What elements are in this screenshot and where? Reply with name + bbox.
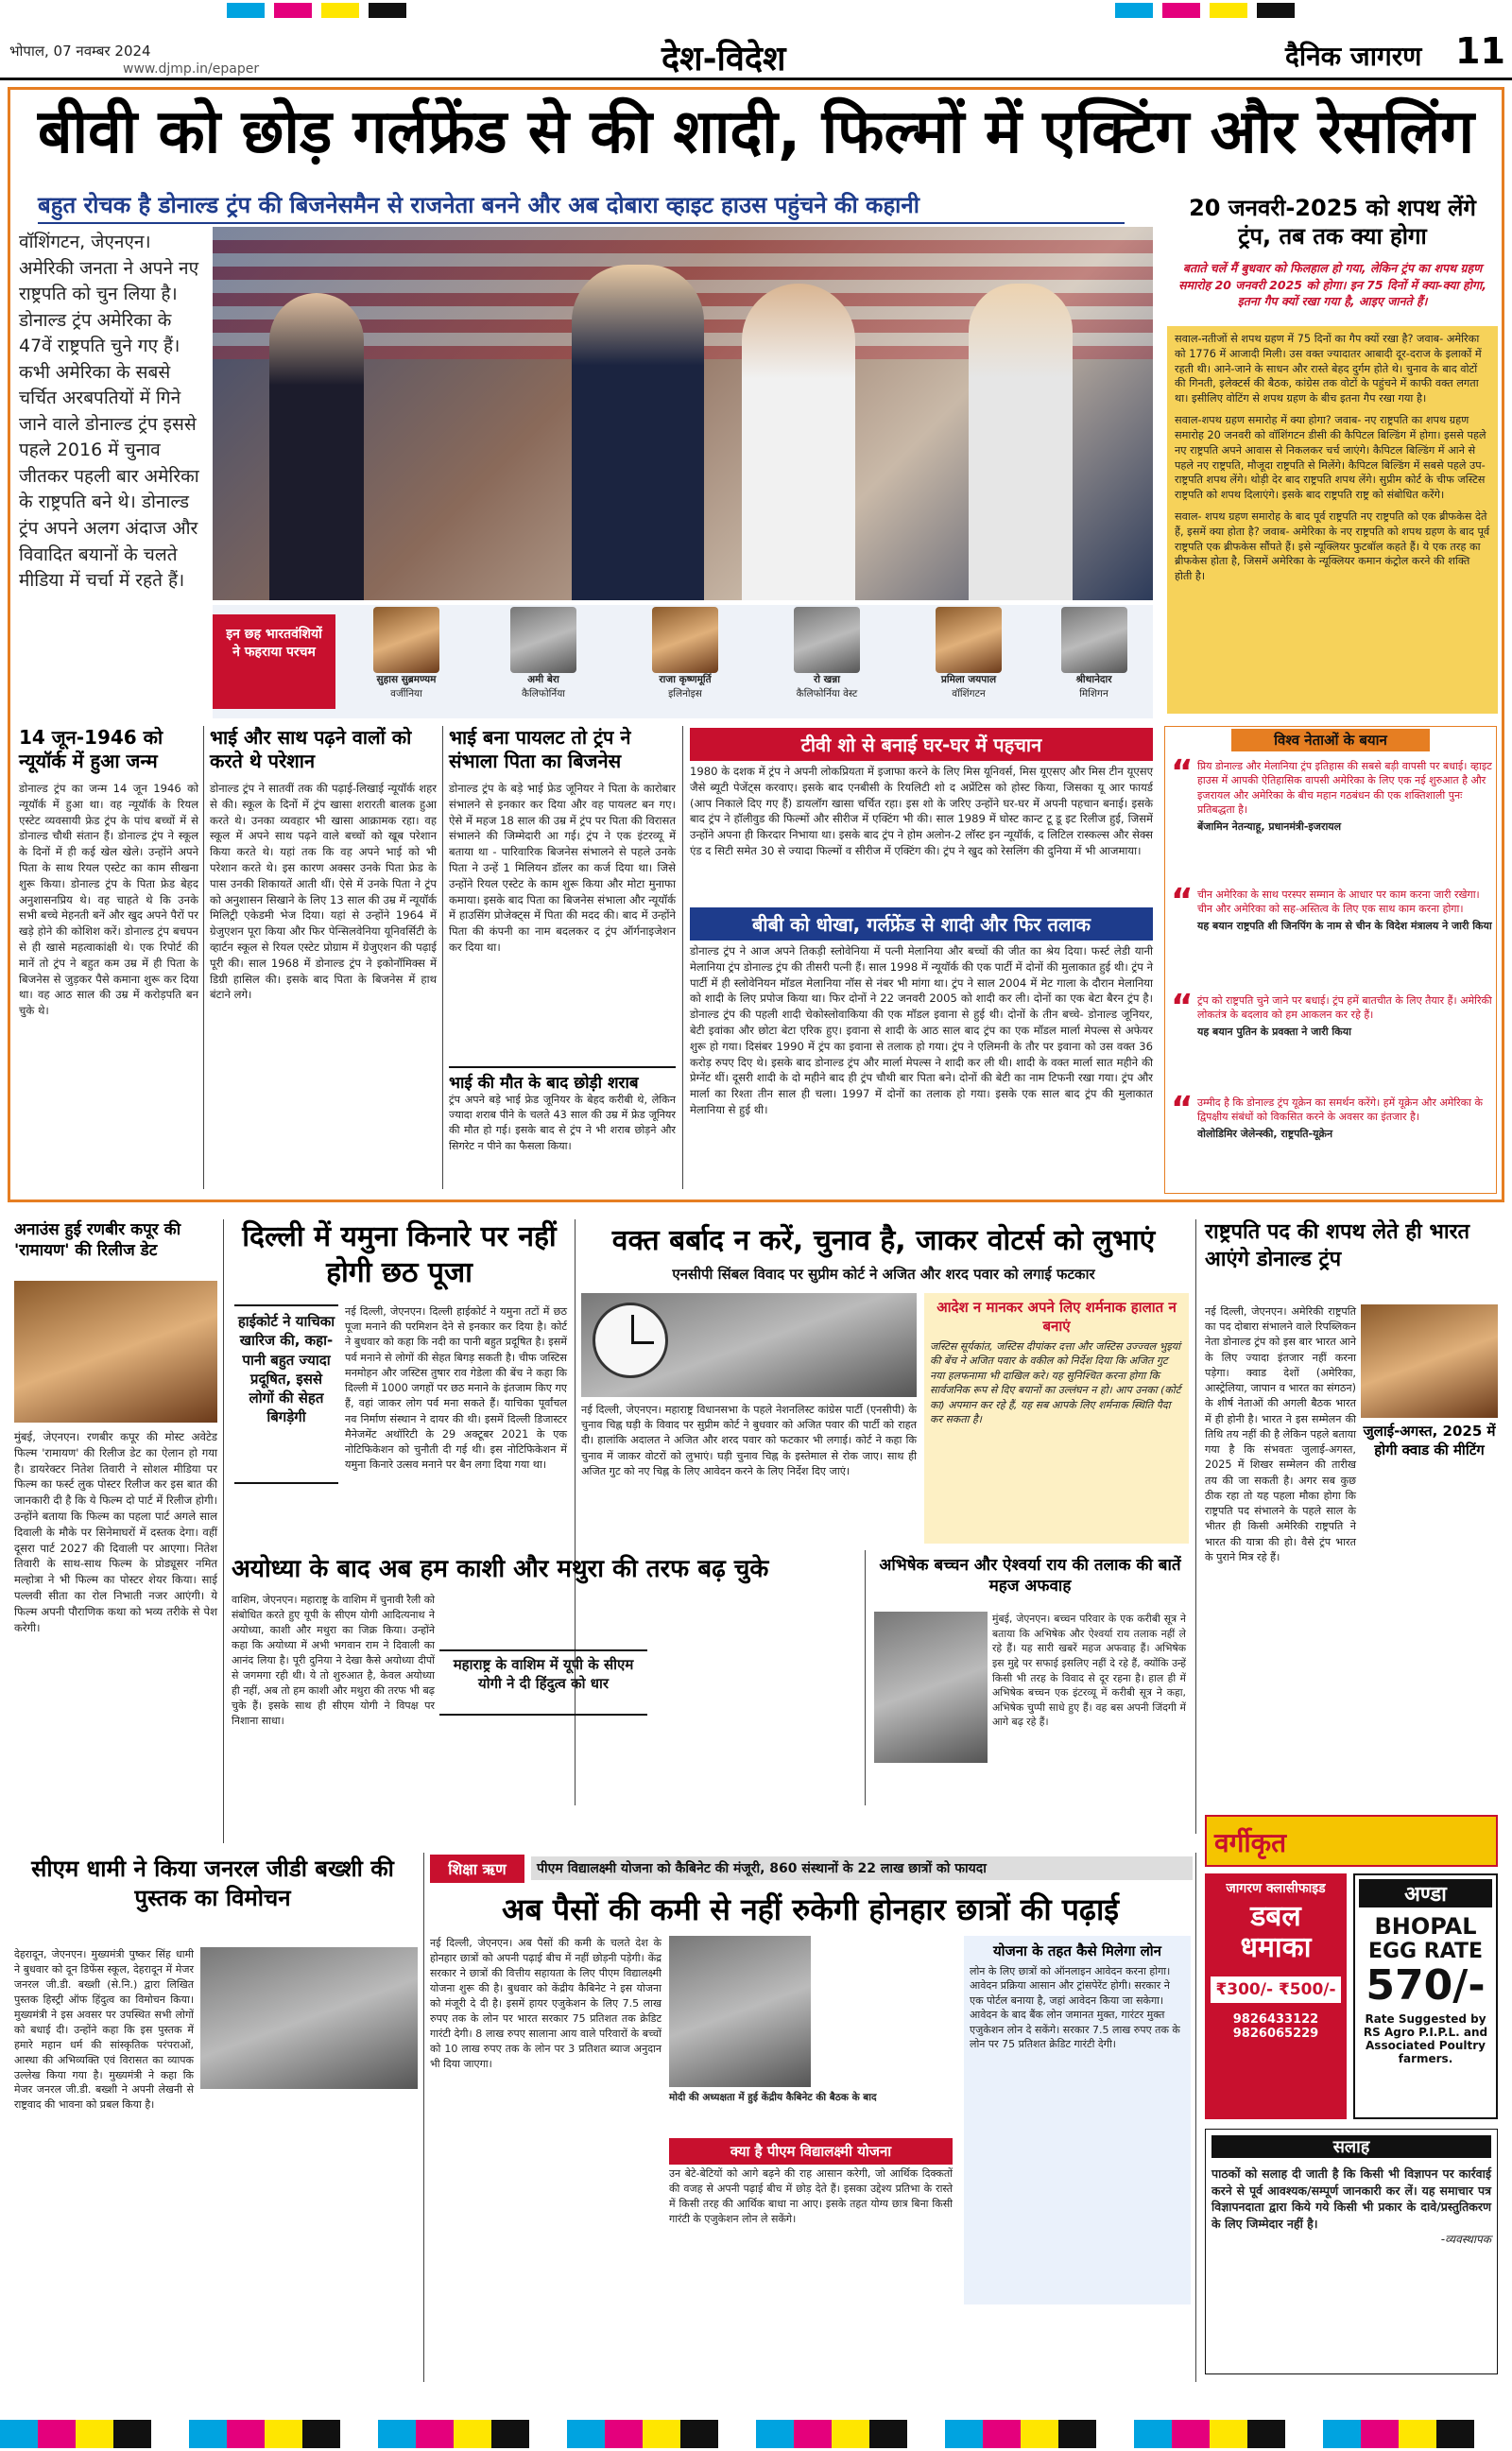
story-body: डोनाल्ड ट्रंप के बड़े भाई फ्रेड जूनियर ने पिता के कारोबार संभालने से इनकार कर दिया और वह पायलट बन गए। ऐसे में महज 18 साल की उम्र में ट्रंप पर पिता की विरासत संभालने की जिम्मेदारी आ गई। ट्रंप ने एक इंटरव्यू में बताया था - पारिवारिक बिजनेस संभालने से पहले उनके पिता ने उन्हें 1 मिलियन डॉलर का कर्ज दिया था। जिसे उन्होंने रियल एस्टेट के काम शुरू किया और मोटा मुनाफा कमाया। इसके बाद पिता का बिजनेस संभाला और न्यूयॉर्क में हाउसिंग प्रोजेक्ट्स में पिता की मदद की। बाद में उन्होंने पिता की कंपनी का नाम बदलकर द ट्रंप ऑर्गनाइजेशन कर दिया था। bbox=[449, 782, 676, 954]
indian-name: अमी बेरा bbox=[527, 674, 559, 685]
indian-place: इलिनोइस bbox=[668, 687, 702, 699]
column-rule bbox=[682, 726, 683, 1189]
epaper-url[interactable]: www.djmp.in/epaper bbox=[123, 61, 260, 77]
trump-portrait-photo bbox=[1361, 1304, 1498, 1418]
indian-name: राजा कृष्णमूर्ति bbox=[659, 674, 712, 685]
indians-label: इन छह भारतवंशियों ने फहराया परचम bbox=[213, 614, 335, 709]
portrait-photo bbox=[794, 607, 860, 673]
portrait-photo bbox=[652, 607, 718, 673]
scheme-box-body: उन बेटे-बेटियों को आगे बढ़ने की राह आसान करेगी, जो आर्थिक दिक्कतों की वजह से अपनी पढ़ाई बीच में छोड़ देते हैं। इसका उद्देश्य प्रतिभा के रास्ते में किसी तरह की आर्थिक बाधा ना आए। इसके तहत योग्य छात्र बिना किसी गारंटी के एजुकेशन लोन ले सकेंगे। bbox=[669, 2167, 953, 2225]
column-rule bbox=[1195, 1853, 1196, 2382]
story-title: भाई बना पायलट तो ट्रंप ने संभाला पिता का बिजनेस bbox=[449, 726, 631, 772]
story-body: ट्रंप अपने बड़े भाई फ्रेड जूनियर के बेहद करीबी थे, लेकिन ज्यादा शराब पीने के चलते 43 साल की उम्र में फ्रेड जूनियर की मौत हो गई। इसके बाद से ट्रंप ने भी शराब छोड़ने और सिगरेट न पीने का फैसला किया। bbox=[449, 1094, 676, 1152]
indian-name: सुहास सुब्रमण्यम bbox=[376, 674, 437, 685]
portrait-photo bbox=[1061, 607, 1127, 673]
section-title: देश-विदेश bbox=[662, 40, 786, 78]
egg-price: 570/- bbox=[1366, 1961, 1486, 2010]
education-title: अब पैसों की कमी से नहीं रुकेगी होनहार छात्रों की पढ़ाई bbox=[502, 1891, 1119, 1927]
column-rule bbox=[442, 726, 443, 1189]
indian-origin-strip bbox=[213, 605, 1153, 718]
indian-place: मिशिगन bbox=[1079, 687, 1108, 699]
portrait-photo bbox=[936, 607, 1002, 673]
indian-name: श्रीथानेदार bbox=[1075, 674, 1112, 685]
loan-body: लोन के लिए छात्रों को ऑनलाइन आवेदन करना होगा। आवेदन प्रक्रिया आसान और ट्रांसपेरेंट होगी। सरकार ने एक पोर्टल बनाया है, जहां आवेदन किया जा सकेगा। आवेदन के बाद बैंक लोन जमानत मुक्त, गारंटर मुक्त एजुकेशन लोन दे सकेंगे। सरकार 7.5 लाख रुपए तक के लोन पर 75 प्रतिशत क्रेडिट गारंटी देगी। bbox=[970, 1965, 1180, 2050]
indian-card bbox=[1040, 607, 1148, 700]
world-leaders-box bbox=[1164, 726, 1497, 1194]
ramayan-title: अनाउंस हुई रणबीर कपूर की 'रामायण' की रिलीज डेट bbox=[14, 1220, 181, 1261]
ramayan-poster-photo bbox=[14, 1281, 217, 1423]
advisory-box bbox=[1205, 2129, 1498, 2374]
indian-place: कैलिफोर्निया bbox=[521, 687, 566, 699]
indian-name: प्रमिला जयपाल bbox=[940, 674, 997, 685]
column-rule bbox=[223, 1219, 224, 1843]
quote-mark-icon: “ bbox=[1171, 882, 1194, 921]
color-registration-bar-bottom bbox=[0, 2420, 1512, 2448]
quote-author: यह बयान राष्ट्रपति शी जिनपिंग के नाम से चीन के विदेश मंत्रालय ने जारी किया bbox=[1197, 919, 1492, 932]
story-title: भाई की मौत के बाद छोड़ी शराब bbox=[449, 1066, 676, 1093]
egg-city: BHOPAL bbox=[1374, 1913, 1477, 1940]
column-rule bbox=[865, 1550, 866, 1805]
tv-title: टीवी शो से बनाई घर-घर में पहचान bbox=[690, 728, 1153, 761]
quote-author: यह बयान पुतिन के प्रवक्ता ने जारी किया bbox=[1197, 1025, 1351, 1038]
egg-label: EGG RATE bbox=[1367, 1940, 1484, 1963]
egg-note: Rate Suggested by RS Agro P.I.P.L. and Associated Poultry farmers. bbox=[1363, 2012, 1488, 2066]
court-order-title: आदेश न मानकर अपने लिए शर्मनाक हालात न बनाएं bbox=[936, 1299, 1177, 1335]
advisory-title: सलाह bbox=[1211, 2135, 1491, 2158]
oath-sidebar-intro: बताते चलें मैं बुधवार को फिलहाल हो गया, लेकिन ट्रंप का शपथ ग्रहण समारोह 20 जनवरी 2025 को होगा। इन 75 दिनों में क्या-क्या होगा, इतना गैप क्यों रखा गया है, आइए जानते हैं। bbox=[1178, 261, 1486, 308]
quote-block bbox=[1171, 753, 1492, 836]
scheme-box-title: क्या है पीएम विद्यालक्ष्मी योजना bbox=[669, 2138, 953, 2165]
phone-1: 9826433122 bbox=[1232, 2012, 1319, 2027]
oath-sidebar-title: 20 जनवरी-2025 को शपथ लेंगे ट्रंप, तब तक क्या होगा bbox=[1189, 195, 1476, 250]
indian-card bbox=[624, 607, 747, 700]
dhamaka-top: जागरण क्लासीफाइड bbox=[1226, 1881, 1326, 1896]
quote-text: चीन अमेरिका के साथ परस्पर सम्मान के आधार पर काम करना जारी रखेगा। चीन और अमेरिका को सह-अस्तित्व के लिए एक साथ काम करना होगा। bbox=[1197, 889, 1480, 916]
dhami-body: देहरादून, जेएनएन। मुख्यमंत्री पुष्कर सिंह धामी ने बुधवार को दून डिफेंस स्कूल, देहरादून में मेजर जनरल जी.डी. बख्शी (से.नि.) द्वारा लिखित पुस्तक हिस्ट्री ऑफ हिंदुत्व का विमोचन किया। मुख्यमंत्री ने इस अवसर पर उपस्थित सभी लोगों को बधाई दी। उन्होंने कहा कि इस पुस्तक में हमारे महान धर्म की सांस्कृतिक परंपराओं, आस्था की अभिव्यक्ति एवं विरासत का व्यापक उल्लेख किया गया है। मुख्यमंत्री ने कहा कि मेजर जनरल जी.डी. बख्शी ने अपनी लेखनी से राष्ट्रवाद की भावना को प्रबल किया है। bbox=[14, 1948, 194, 2112]
quote-mark-icon: “ bbox=[1171, 753, 1194, 792]
lead-subhead: बहुत रोचक है डोनाल्ड ट्रंप की बिजनेसमैन से राजनेता बनने और अब दोबारा व्हाइट हाउस पहुंचने की कहानी bbox=[38, 189, 1125, 224]
abhishek-title: अभिषेक बच्चन और ऐश्वर्या राय की तलाक की बातें महज अफवाह bbox=[879, 1556, 1181, 1597]
indian-place: वॉशिंगटन bbox=[952, 687, 986, 699]
oath-qa-box bbox=[1167, 326, 1498, 714]
quote-mark-icon: “ bbox=[1171, 988, 1194, 1027]
qa-item: सवाल-शपथ ग्रहण समारोह में क्या होगा? जवाब- नए राष्ट्रपति का शपथ ग्रहण समारोह 20 जनवरी को वॉशिंगटन डीसी की कैपिटल बिल्डिंग में होगा। इससे पहले नए राष्ट्रपति अपने आवास से निकलकर चर्च जाएंगे। कैपिटल बिल्डिंग में आने से पहले नए राष्ट्रपति, मौजूदा राष्ट्रपति से मिलेंगे। कैपिटल बिल्डिंग में सबसे पहले उप-राष्ट्रपति शपथ लेंगे। थोड़ी देर बाद राष्ट्रपति शपथ लेंगे। सुप्रीम कोर्ट के चीफ जस्टिस राष्ट्रपति को शपथ दिलाएंगे। इसके बाद राष्ट्रपति राष्ट्र को संबोधित करेंगे। bbox=[1175, 414, 1486, 502]
column-rule bbox=[1195, 1219, 1196, 1834]
quote-author: बेंजामिन नेतन्याहू, प्रधानमंत्री-इजरायल bbox=[1197, 820, 1342, 833]
column-rule bbox=[203, 726, 204, 1189]
column-rule bbox=[423, 1853, 424, 2382]
voters-subhead: एनसीपी सिंबल विवाद पर सुप्रीम कोर्ट ने अजित और शरद पवार को लगाई फटकार bbox=[672, 1266, 1095, 1283]
egg-title: अण्डा bbox=[1359, 1879, 1492, 1907]
dhami-title: सीएम धामी ने किया जनरल जीडी बख्शी की पुस्तक का विमोचन bbox=[31, 1856, 394, 1912]
quote-block bbox=[1171, 882, 1492, 935]
dhamaka-price bbox=[1211, 1976, 1341, 2003]
kashi-body: वाशिम, जेएनएन। महाराष्ट्र के वाशिम में चुनावी रैली को संबोधित करते हुए यूपी के सीएम योगी आदित्यनाथ ने अयोध्या, काशी और मथुरा का जिक्र किया। उन्होंने कहा कि अयोध्या में अभी भगवान राम ने दिवाली का आनंद लिया है। पूरी दुनिया ने देखा कैसे अयोध्या दीपों से जगमगा रही थी। ये तो शुरुआत है, केवल अयोध्या ही नहीं, अब तो हम काशी और मथुरा की तरफ भी बढ़ चुके हैं। इसके साथ ही सीएम योगी ने विपक्ष पर निशाना साधा। bbox=[232, 1594, 435, 1727]
chhath-title: दिल्ली में यमुना किनारे पर नहीं होगी छठ पूजा bbox=[242, 1220, 557, 1289]
phone-2: 9826065229 bbox=[1232, 2027, 1319, 2041]
advisory-sign: -व्यवस्थापक bbox=[1440, 2233, 1491, 2246]
education-tag: शिक्षा ऋण bbox=[430, 1855, 524, 1883]
indian-place: कैलिफोर्निया वेस्ट bbox=[796, 687, 858, 699]
quote-text: प्रिय डोनाल्ड और मेलानिया ट्रंप इतिहास की सबसे बड़ी वापसी पर बधाई। व्हाइट हाउस में आपकी ऐतिहासिक वापसी अमेरिका के लिए एक नई शुरुआत है और इजरायल और अमेरिका के बीच महान गठबंधन की एक शक्तिशाली पुनः प्रतिबद्धता है। bbox=[1197, 760, 1492, 817]
loan-title: योजना के तहत कैसे मिलेगा लोन bbox=[992, 1942, 1162, 1959]
page-number: 11 bbox=[1455, 30, 1505, 72]
lead-intro: वॉशिंगटन, जेएनएन। अमेरिकी जनता ने अपने नए राष्ट्रपति को चुन लिया है। डोनाल्ड ट्रंप अमेरिका के 47वें राष्ट्रपति चुने गए हैं। कभी अमेरिका के सबसे चर्चित अरबपतियों में गिने जाने वाले डोनाल्ड ट्रंप इससे पहले 2016 में चुनाव जीतकर पहली बार अमेरिका के राष्ट्रपति बने थे। डोनाल्ड ट्रंप अपने अलग अंदाज और विवादित बयानों के चलते मीडिया में चर्चा में रहते हैं। bbox=[19, 232, 199, 592]
indian-card bbox=[487, 607, 600, 700]
abhishek-body: मुंबई, जेएनएन। बच्चन परिवार के एक करीबी सूत्र ने बताया कि अभिषेक और ऐश्वर्या राय तलाक नहीं ले रहे हैं। यह सारी खबरें महज अफवाह हैं। अभिषेक इस मुद्दे पर सफाई इसलिए नहीं दे रहे हैं, क्योंकि उन्हें किसी भी तरह के विवाद से दूर रहना है। हाल ही में अभिषेक बच्चन एक इंटरव्यू में करीबी सूत्र ने कहा, अभिषेक चुप्पी साधे हुए हैं। वह बस अपनी जिंदगी में आगे बढ़ रहे हैं। bbox=[992, 1613, 1186, 1729]
quote-text: उम्मीद है कि डोनाल्ड ट्रंप यूक्रेन का समर्थन करेंगे। हमें यूक्रेन और अमेरिका के द्विपक्षीय संबंधों को विकसित करने के अवसर का इंतजार है। bbox=[1197, 1096, 1483, 1124]
quote-mark-icon: “ bbox=[1171, 1090, 1194, 1129]
tv-body: 1980 के दशक में ट्रंप ने अपनी लोकप्रियता में इजाफा करने के लिए मिस यूनिवर्स, मिस यूएसए और मिस टीन यूएसए जैसे ब्यूटी पेजेंट्स करवाए। इसके बाद एनबीसी के रियलिटी शो द अप्रेंटिस को होस्ट किया, जिसका यू आर फायर्ड (आप निकाले दिए गए हैं) डायलॉग खासा चर्चित रहा। इस शो के जरिए उन्होंने घर-घर में अपनी पहचान बनाई। इसके बाद ट्रंप ने हॉलीवुड की फिल्मों और सीरीज में एक्टिंग भी की। साल 1989 में घोस्ट कान्ट टू डू इट रिलीज हुई, जिसमें उन्होंने अपना ही किरदार निभाया था। इसके बाद ट्रंप ने होम अलोन-2 लॉस्ट इन न्यूयॉर्क, द लिटिल रास्कल्स और सेक्स एंड द सिटी समेत 30 से ज्यादा फिल्मों व सीरीज में एक्टिंग की। ट्रंप ने खुद को रेसलिंग की दुनिया में भी आजमाया। bbox=[690, 765, 1153, 857]
pawar-photo bbox=[581, 1293, 917, 1397]
education-body: नई दिल्ली, जेएनएन। अब पैसों की कमी के चलते देश के होनहार छात्रों को अपनी पढ़ाई बीच में नहीं छोड़नी पड़ेगी। केंद्र सरकार ने छात्रों की वित्तीय सहायता के लिए पीएम विद्यालक्ष्मी योजना शुरू की है। बुधवार को केंद्रीय कैबिनेट ने इस योजना को मंजूरी दे दी है। इसमें हायर एजुकेशन के लिए 7.5 लाख रुपए तक के लोन पर भारत सरकार 75 प्रतिशत तक क्रेडिट गारंटी देगी। 8 लाख रुपए सालाना आय वाले परिवारों के बच्चों को 10 लाख रुपए तक के लोन पर 3 प्रतिशत ब्याज अनुदान भी दिया जाएगा। bbox=[430, 1937, 662, 2070]
oath-india-caption: जुलाई-अगस्त, 2025 में होगी क्वाड की मीटिंग bbox=[1363, 1423, 1496, 1459]
minister-caption: मोदी की अध्यक्षता में हुई केंद्रीय कैबिनेट की बैठक के बाद bbox=[669, 2092, 877, 2103]
ramayan-body: मुंबई, जेएनएन। रणबीर कपूर की मोस्ट अवेटेड फिल्म 'रामायण' की रिलीज डेट का ऐलान हो गया है। डायरेक्टर नितेश तिवारी ने सोशल मीडिया पर फिल्म का फर्स्ट लुक पोस्टर रिलीज कर इस बात की जानकारी दी है कि ये फिल्म दो पार्ट में रिलीज होगी। उन्होंने बताया कि फिल्म का पहला पार्ट अगले साल दिवाली के मौके पर सिनेमाघरों में दस्तक देगा। वहीं दूसरा पार्ट 2027 की दिवाली पर आएगा। नितेश तिवारी के साथ-साथ फिल्म के प्रोड्यूसर नमित मल्होत्रा ने भी फिल्म का पोस्टर शेयर किया। साई पल्लवी सीता का रोल निभाती नजर आएंगी। ये फिल्म अपनी पौराणिक कथा को भव्य तरीके से पेश करेगी। bbox=[14, 1430, 217, 1634]
color-registration-bar-top bbox=[0, 0, 1512, 21]
abhishek-aishwarya-photo bbox=[874, 1612, 988, 1763]
quote-block bbox=[1171, 1090, 1492, 1143]
voters-body: नई दिल्ली, जेएनएन। महाराष्ट्र विधानसभा के पहले नेशनलिस्ट कांग्रेस पार्टी (एनसीपी) के चुनाव चिह्न घड़ी के विवाद पर सुप्रीम कोर्ट ने बुधवार को अजित पवार की पार्टी को राहत दी। हालांकि अदालत ने अजित और शरद पवार को फटकार भी लगाई। कोर्ट ने कहा कि चुनाव में जाकर वोटरों को लुभाएं। घड़ी चुनाव चिह्न के इस्तेमाल से रोक जाए। साथ ही अजित गुट को नए चिह्न के लिए आवेदन करने के लिए निर्देश दिए जाएं। bbox=[581, 1404, 917, 1477]
egg-rate-ad bbox=[1353, 1873, 1498, 2119]
price-2: ₹500/- bbox=[1278, 1980, 1336, 1999]
date-line: भोपाल, 07 नवम्बर 2024 bbox=[9, 43, 151, 60]
court-order-body: जस्टिस सूर्यकांत, जस्टिस दीपांकर दत्ता और जस्टिस उज्ज्वल भुइयां की बेंच ने अजित पवार के वकील को निर्देश दिया कि अजित गुट नया हलफनामा भी दाखिल करे। यह सुनिश्चित करना होगा कि सार्वजनिक रूप से दिए बयानों का उल्लंघन न हो। आप उनका (कोर्ट का) अपमान कर रहे हैं, यह सब आपके लिए शर्मनाक स्थिति पैदा कर सकता है। bbox=[930, 1340, 1181, 1425]
oath-india-body: नई दिल्ली, जेएनएन। अमेरिकी राष्ट्रपति का पद दोबारा संभालने वाले रिपब्लिकन नेता डोनाल्ड ट्रंप को इस बार भारत आने के लिए ज्यादा इंतजार नहीं करना पड़ेगा। क्वाड देशों (अमेरिका, आस्ट्रेलिया, जापान व भारत का संगठन) के शीर्ष नेताओं की अगली बैठक भारत में ही होनी है। भारत ने इस सम्मेलन की तिथि तय नहीं की है लेकिन पहले बताया गया है कि संभवतः जुलाई-अगस्त, 2025 में शिखर सम्मेलन की तारीख तय की जा सकती है। अगर सब कुछ ठीक रहा तो यह पहला मौका होगा कि राष्ट्रपति पद संभालने के पहले साल के भीतर ही किसी अमेरिकी राष्ट्रपति ने भारत की यात्रा की हो। वैसे ट्रंप भारत के पुराने मित्र रहे हैं। bbox=[1205, 1305, 1356, 1563]
court-order-box bbox=[924, 1293, 1189, 1544]
story-body: डोनाल्ड ट्रंप का जन्म 14 जून 1946 को न्यूयॉर्क में हुआ था। वह न्यूयॉर्क के रियल एस्टेट व्यवसायी फ्रेड ट्रंप के पांच बच्चों में से डोनाल्ड चौथी संतान हैं। डोनाल्ड ट्रंप ने स्कूल के दिनों में ही कई खेल खेले। उन्होंने अपने पिता के साथ रियल एस्टेट का काम सीखना शुरू किया। डोनाल्ड ट्रंप के पिता फ्रेड बेहद अनुशासनप्रिय थे। वह चाहते थे कि उनके सभी बच्चे मेहनती बनें और खुद अपने पैरों पर खड़े होने की कोशिश करें। डोनाल्ड ट्रंप बचपन से ही खासे महत्वाकांक्षी थे। एक रिपोर्ट की मानें तो ट्रंप ने बहुत कम उम्र में ही पिता के बिजनेस से जुड़कर पैसे कमाना शुरू कर दिया था। वह आठ साल की उम्र में करोड़पति बन चुके थे। bbox=[19, 782, 198, 1018]
indian-card bbox=[350, 607, 463, 700]
paper-name: दैनिक जागरण bbox=[1285, 41, 1422, 72]
double-dhamaka-ad[interactable] bbox=[1205, 1873, 1347, 2119]
oath-india-title: राष्ट्रपति पद की शपथ लेते ही भारत आएंगे डोनाल्ड ट्रंप bbox=[1205, 1220, 1470, 1271]
portrait-photo bbox=[373, 607, 439, 673]
indian-place: वर्जीनिया bbox=[390, 687, 422, 699]
lead-headline: बीवी को छोड़ गर्लफ्रेंड से की शादी, फिल्मों में एक्टिंग और रेसलिंग bbox=[37, 97, 1475, 167]
story-title: 14 जून-1946 को न्यूयॉर्क में हुआ जन्म bbox=[19, 726, 163, 772]
kashi-pullquote: महाराष्ट्र के वाशिम में यूपी के सीएम योगी ने दी हिंदुत्व को धार bbox=[439, 1649, 647, 1716]
marriage-title: बीबी को धोखा, गर्लफ्रेंड से शादी और फिर तलाक bbox=[690, 907, 1153, 941]
voters-title: वक्त बर्बाद न करें, चुनाव है, जाकर वोटर्स को लुभाएं bbox=[611, 1224, 1156, 1257]
chhath-body: नई दिल्ली, जेएनएन। दिल्ली हाईकोर्ट ने यमुना तटों में छठ पूजा मनाने की परमिशन देने से इनकार कर दिया है। कोर्ट ने बुधवार को कहा कि नदी का पानी बहुत प्रदूषित है। इसमें पर्व मनाने से लोगों की सेहत बिगड़ सकती है। चीफ जस्टिस मनमोहन और जस्टिस तुषार राव गेडेला की बेंच ने कहा कि दिल्ली में 1000 जगहों पर छठ मनाने के इंतजाम किए गए हैं, वहां जाकर लोग पर्व मना सकते हैं। याचिका पूर्वांचल नव निर्माण संस्थान ने दायर की थी। इसमें दिल्ली डिजास्टर मैनेजमेंट अथॉरिटी के 29 अक्टूबर 2021 के एक नोटिफिकेशन को चुनौती दी गई थी। इस नोटिफिकेशन में यमुना किनारे उत्सव मनाने पर बैन लगा दिया गया था। bbox=[345, 1305, 567, 1472]
loan-box bbox=[964, 1936, 1191, 2304]
kashi-title: अयोध्या के बाद अब हम काशी और मथुरा की तरफ बढ़ चुके bbox=[232, 1555, 769, 1583]
world-leaders-title: विश्व नेताओं के बयान bbox=[1231, 729, 1430, 751]
classified-banner[interactable] bbox=[1205, 1815, 1498, 1867]
quote-block bbox=[1171, 988, 1492, 1041]
dhamaka-main: डबल धमाका bbox=[1240, 1900, 1312, 1964]
book-release-photo bbox=[200, 1947, 418, 2089]
advisory-body: पाठकों को सलाह दी जाती है कि किसी भी विज्ञापन पर कार्रवाई करने से पूर्व आवश्यक/सम्पूर्ण जानकारी कर लें। यह समाचार पत्र विज्ञापनदाता द्वारा किये गये किसी भी प्रकार के दावे/प्रस्तुतिकरण के लिए जिम्मेदार नहीं है। bbox=[1211, 2166, 1491, 2231]
story-body: डोनाल्ड ट्रंप ने सातवीं तक की पढ़ाई-लिखाई न्यूयॉर्क शहर से की। स्कूल के दिनों में ट्रंप खासा शरारती बालक हुआ करते थे। उनका व्यवहार भी खासा आक्रामक रहा। वह स्कूल में अपने साथ पढ़ने वाले बच्चों को खूब परेशान किया करते थे। यहां तक कि वह अपने भाई को भी परेशान करते थे। इस कारण अक्सर उनके पिता फ्रेड के पास उनकी शिकायतें आती थीं। ऐसे में उनके पिता ने ट्रंप को अनुशासन सिखाने के लिए 13 साल की उम्र में न्यूयॉर्क मिलिट्री एकेडमी भेज दिया। यहां से उन्होंने 1964 में ग्रेजुएशन पूरा किया और फिर पेन्सिलवेनिया यूनिवर्सिटी के व्हार्टन स्कूल से रियल एस्टेट प्रोग्राम में ग्रेजुएशन की पढ़ाई पूरी की। साल 1968 में डोनाल्ड ट्रंप ने इकोनॉमिक्स में डिग्री हासिल की। इसके बाद पिता के बिजनेस में हाथ बंटाने लगे। bbox=[210, 782, 437, 1002]
price-1: ₹300/- bbox=[1215, 1980, 1274, 1999]
chhath-pullquote: हाईकोर्ट ने याचिका खारिज की, कहा- पानी बहुत ज्यादा प्रदूषित, इससे लोगों की सेहत बिगड़ेगी bbox=[234, 1304, 338, 1484]
masthead bbox=[0, 28, 1512, 80]
marriage-body: डोनाल्ड ट्रंप ने आज अपने तिकड़ी स्लोवेनिया में पत्नी मेलानिया और बच्चों की जीत का श्रेय दिया। फर्स्ट लेडी यानी मेलानिया ट्रंप डोनाल्ड ट्रंप की तीसरी पत्नी हैं। साल 1998 में न्यूयॉर्क की एक पार्टी में दोनों की मुलाकात हुई थी। ट्रंप ने पार्टी में ही स्लोवेनियन मॉडल मेलानिया नॉस से नंबर भी मांगा था। ट्रंप ने साल 2004 में मेट गाला के दौरान मेलानिया को शादी के लिए प्रपोज किया था। फिर दोनों ने 22 जनवरी 2005 को शादी कर ली। दोनों का एक बेटा बैरन ट्रंप है। डोनाल्ड ट्रंप की पहली शादी चेकोस्लोवाकिया की एक मॉडल इवाना से हुई थी। दोनों के तीन बच्चे- डोनाल्ड जूनियर, बेटी इवांका और छोटा बेटा एरिक हुए। इवाना से शादी के आठ साल बाद ट्रंप का एक मॉडल मार्ला मेपल्स से अफेयर शुरू हो गया। दिसंबर 1990 में ट्रंप का इवाना से तलाक हो गया। ट्रंप ने एलिमनी के तौर पर इवाना को उस वक्त 36 करोड़ रुपए दिए थे। इसके बाद डोनाल्ड ट्रंप और मार्ला मेपल्स ने शादी कर ली थी। शादी के वक्त मार्ला सात महीने की प्रेग्नेंट थीं। दूसरी शादी के दो महीने बाद ही ट्रंप चौथी बार पिता बने। दोनों की बेटी का नाम टिफनी रखा गया। ट्रंप और मार्ला का रिश्ता तीन साल ही चला। 1997 में दोनों का तलाक हो गया। इसके एक साल बाद ट्रंप की मुलाकात मेलानिया से हुई थी। bbox=[690, 944, 1153, 1116]
classified-title: वर्गीकृत bbox=[1214, 1827, 1287, 1858]
indian-card bbox=[765, 607, 888, 700]
quote-text: ट्रंप को राष्ट्रपति चुने जाने पर बधाई। ट्रंप हमें बातचीत के लिए तैयार हैं। अमेरिकी लोकतंत्र के बदलाव को हम आकलन कर रहे हैं। bbox=[1197, 994, 1492, 1022]
portrait-photo bbox=[510, 607, 576, 673]
clock-icon bbox=[593, 1303, 668, 1378]
indian-name: रो खन्ना bbox=[814, 674, 840, 685]
education-kicker: पीएम विद्यालक्ष्मी योजना को कैबिनेट की मंजूरी, 860 संस्थानों के 22 लाख छात्रों को फायदा bbox=[531, 1856, 1193, 1880]
qa-item: सवाल- शपथ ग्रहण समारोह के बाद पूर्व राष्ट्रपति नए राष्ट्रपति को एक ब्रीफकेस देते हैं, इसमें क्या होता है? जवाब- अमेरिका के नए राष्ट्रपति को शपथ ग्रहण के बाद पूर्व राष्ट्रपति एक ब्रीफकेस सौंपते हैं। इसे न्यूक्लियर फुटबॉल कहते हैं। ये एक तरह का ब्रीफकेस होता है, जिसमें अमेरिका के न्यूक्लियर कमान कंट्रोल करने की शक्ति होती है। bbox=[1175, 509, 1490, 583]
qa-item: सवाल-नतीजों से शपथ ग्रहण में 75 दिनों का गैप क्यों रखा है? जवाब- अमेरिका को 1776 में आजादी मिली। उस वक्त ज्यादातर आबादी दूर-दराज के इलाकों में रहती थी। आने-जाने के साधन और रास्ते बेहद दुर्गम होते थे। चुनाव के बाद वोटों की गिनती, इलेक्टर्स की बैठक, कांग्रेस तक वोटों के पहुंचने में काफी वक्त लगता था। इसीलिए वोटिंग से शपथ ग्रहण के बीच इतना गैप रखा गया है। bbox=[1175, 333, 1482, 406]
quote-author: वोलोडिमिर जेलेन्स्की, राष्ट्रपति-यूक्रेन bbox=[1197, 1127, 1333, 1140]
indian-card bbox=[907, 607, 1030, 700]
trump-family-photo bbox=[213, 227, 1153, 600]
column-rule bbox=[575, 1219, 576, 1805]
minister-photo bbox=[669, 1936, 811, 2087]
story-title: भाई और साथ पढ़ने वालों को करते थे परेशान bbox=[210, 726, 412, 772]
